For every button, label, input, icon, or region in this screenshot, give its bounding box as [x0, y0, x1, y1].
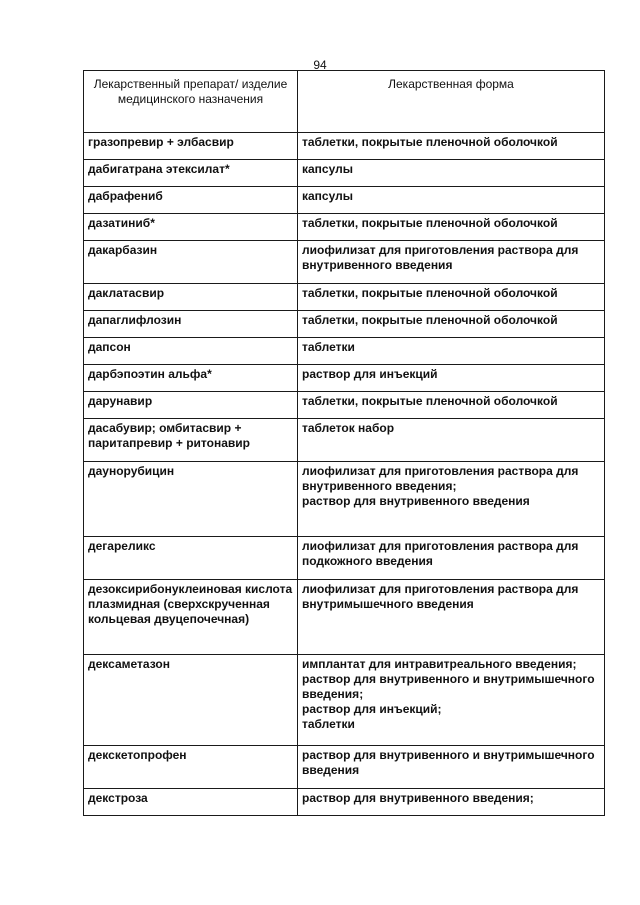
drug-form-cell: таблетки [298, 338, 605, 365]
column-header-drug: Лекарственный препарат/ изделие медицинского назначения [84, 71, 298, 133]
table-row [84, 311, 605, 338]
table-row [84, 160, 605, 187]
table-row [84, 338, 605, 365]
table-row [84, 241, 605, 284]
drug-form-cell: лиофилизат для приготовления раствора для внутривенного введения [298, 241, 605, 284]
drug-form-cell: раствор для внутривенного введения; [298, 789, 605, 816]
drug-name-cell: дабигатрана этексилат* [84, 160, 298, 187]
drug-name-cell: дапсон [84, 338, 298, 365]
drug-form-cell: раствор для инъекций [298, 365, 605, 392]
page-number: 94 [313, 58, 327, 72]
table-row [84, 655, 605, 746]
drug-form-cell: таблетки, покрытые пленочной оболочкой [298, 284, 605, 311]
table-row [84, 789, 605, 816]
drug-form-cell: таблеток набор [298, 419, 605, 462]
drug-name-cell: дегареликс [84, 537, 298, 580]
drug-name-cell: дексаметазон [84, 655, 298, 746]
drug-name-cell: дазатиниб* [84, 214, 298, 241]
drug-form-cell: лиофилизат для приготовления раствора для внутримышечного введения [298, 580, 605, 655]
drug-name-cell: дарунавир [84, 392, 298, 419]
drug-name-cell: дасабувир; омбитасвир + паритапревир + ритонавир [84, 419, 298, 462]
drug-name-cell: дезоксирибонуклеиновая кислота плазмидная (сверхскрученная кольцевая двуцепочечная) [84, 580, 298, 655]
drug-form-cell: капсулы [298, 187, 605, 214]
table-row [84, 746, 605, 789]
column-header-form: Лекарственная форма [298, 71, 605, 133]
table-row [84, 419, 605, 462]
drug-name-cell: декстроза [84, 789, 298, 816]
table-row [84, 462, 605, 537]
drug-form-cell: таблетки, покрытые пленочной оболочкой [298, 214, 605, 241]
drug-form-cell: имплантат для интравитреального введения; раствор для внутривенного и внутримышечного введения; раствор для инъекций; таблетки [298, 655, 605, 746]
table-row [84, 392, 605, 419]
table-row [84, 214, 605, 241]
drug-form-cell: таблетки, покрытые пленочной оболочкой [298, 392, 605, 419]
drug-name-cell: дапаглифлозин [84, 311, 298, 338]
table-row [84, 365, 605, 392]
table-row [84, 284, 605, 311]
drug-name-cell: декскетопрофен [84, 746, 298, 789]
drug-form-cell: таблетки, покрытые пленочной оболочкой [298, 133, 605, 160]
table-row [84, 133, 605, 160]
drug-name-cell: даунорубицин [84, 462, 298, 537]
drug-form-cell: раствор для внутривенного и внутримышечного введения [298, 746, 605, 789]
drug-name-cell: гразопревир + элбасвир [84, 133, 298, 160]
table-row [84, 187, 605, 214]
drug-table [83, 70, 605, 816]
drug-form-cell: таблетки, покрытые пленочной оболочкой [298, 311, 605, 338]
drug-name-cell: даклатасвир [84, 284, 298, 311]
table-row [84, 537, 605, 580]
drug-form-cell: лиофилизат для приготовления раствора для подкожного введения [298, 537, 605, 580]
table-row [84, 580, 605, 655]
drug-form-cell: капсулы [298, 160, 605, 187]
drug-name-cell: дабрафениб [84, 187, 298, 214]
drug-form-cell: лиофилизат для приготовления раствора для внутривенного введения; раствор для внутривенного введения [298, 462, 605, 537]
table-header [84, 71, 605, 133]
drug-name-cell: дарбэпоэтин альфа* [84, 365, 298, 392]
drug-name-cell: дакарбазин [84, 241, 298, 284]
